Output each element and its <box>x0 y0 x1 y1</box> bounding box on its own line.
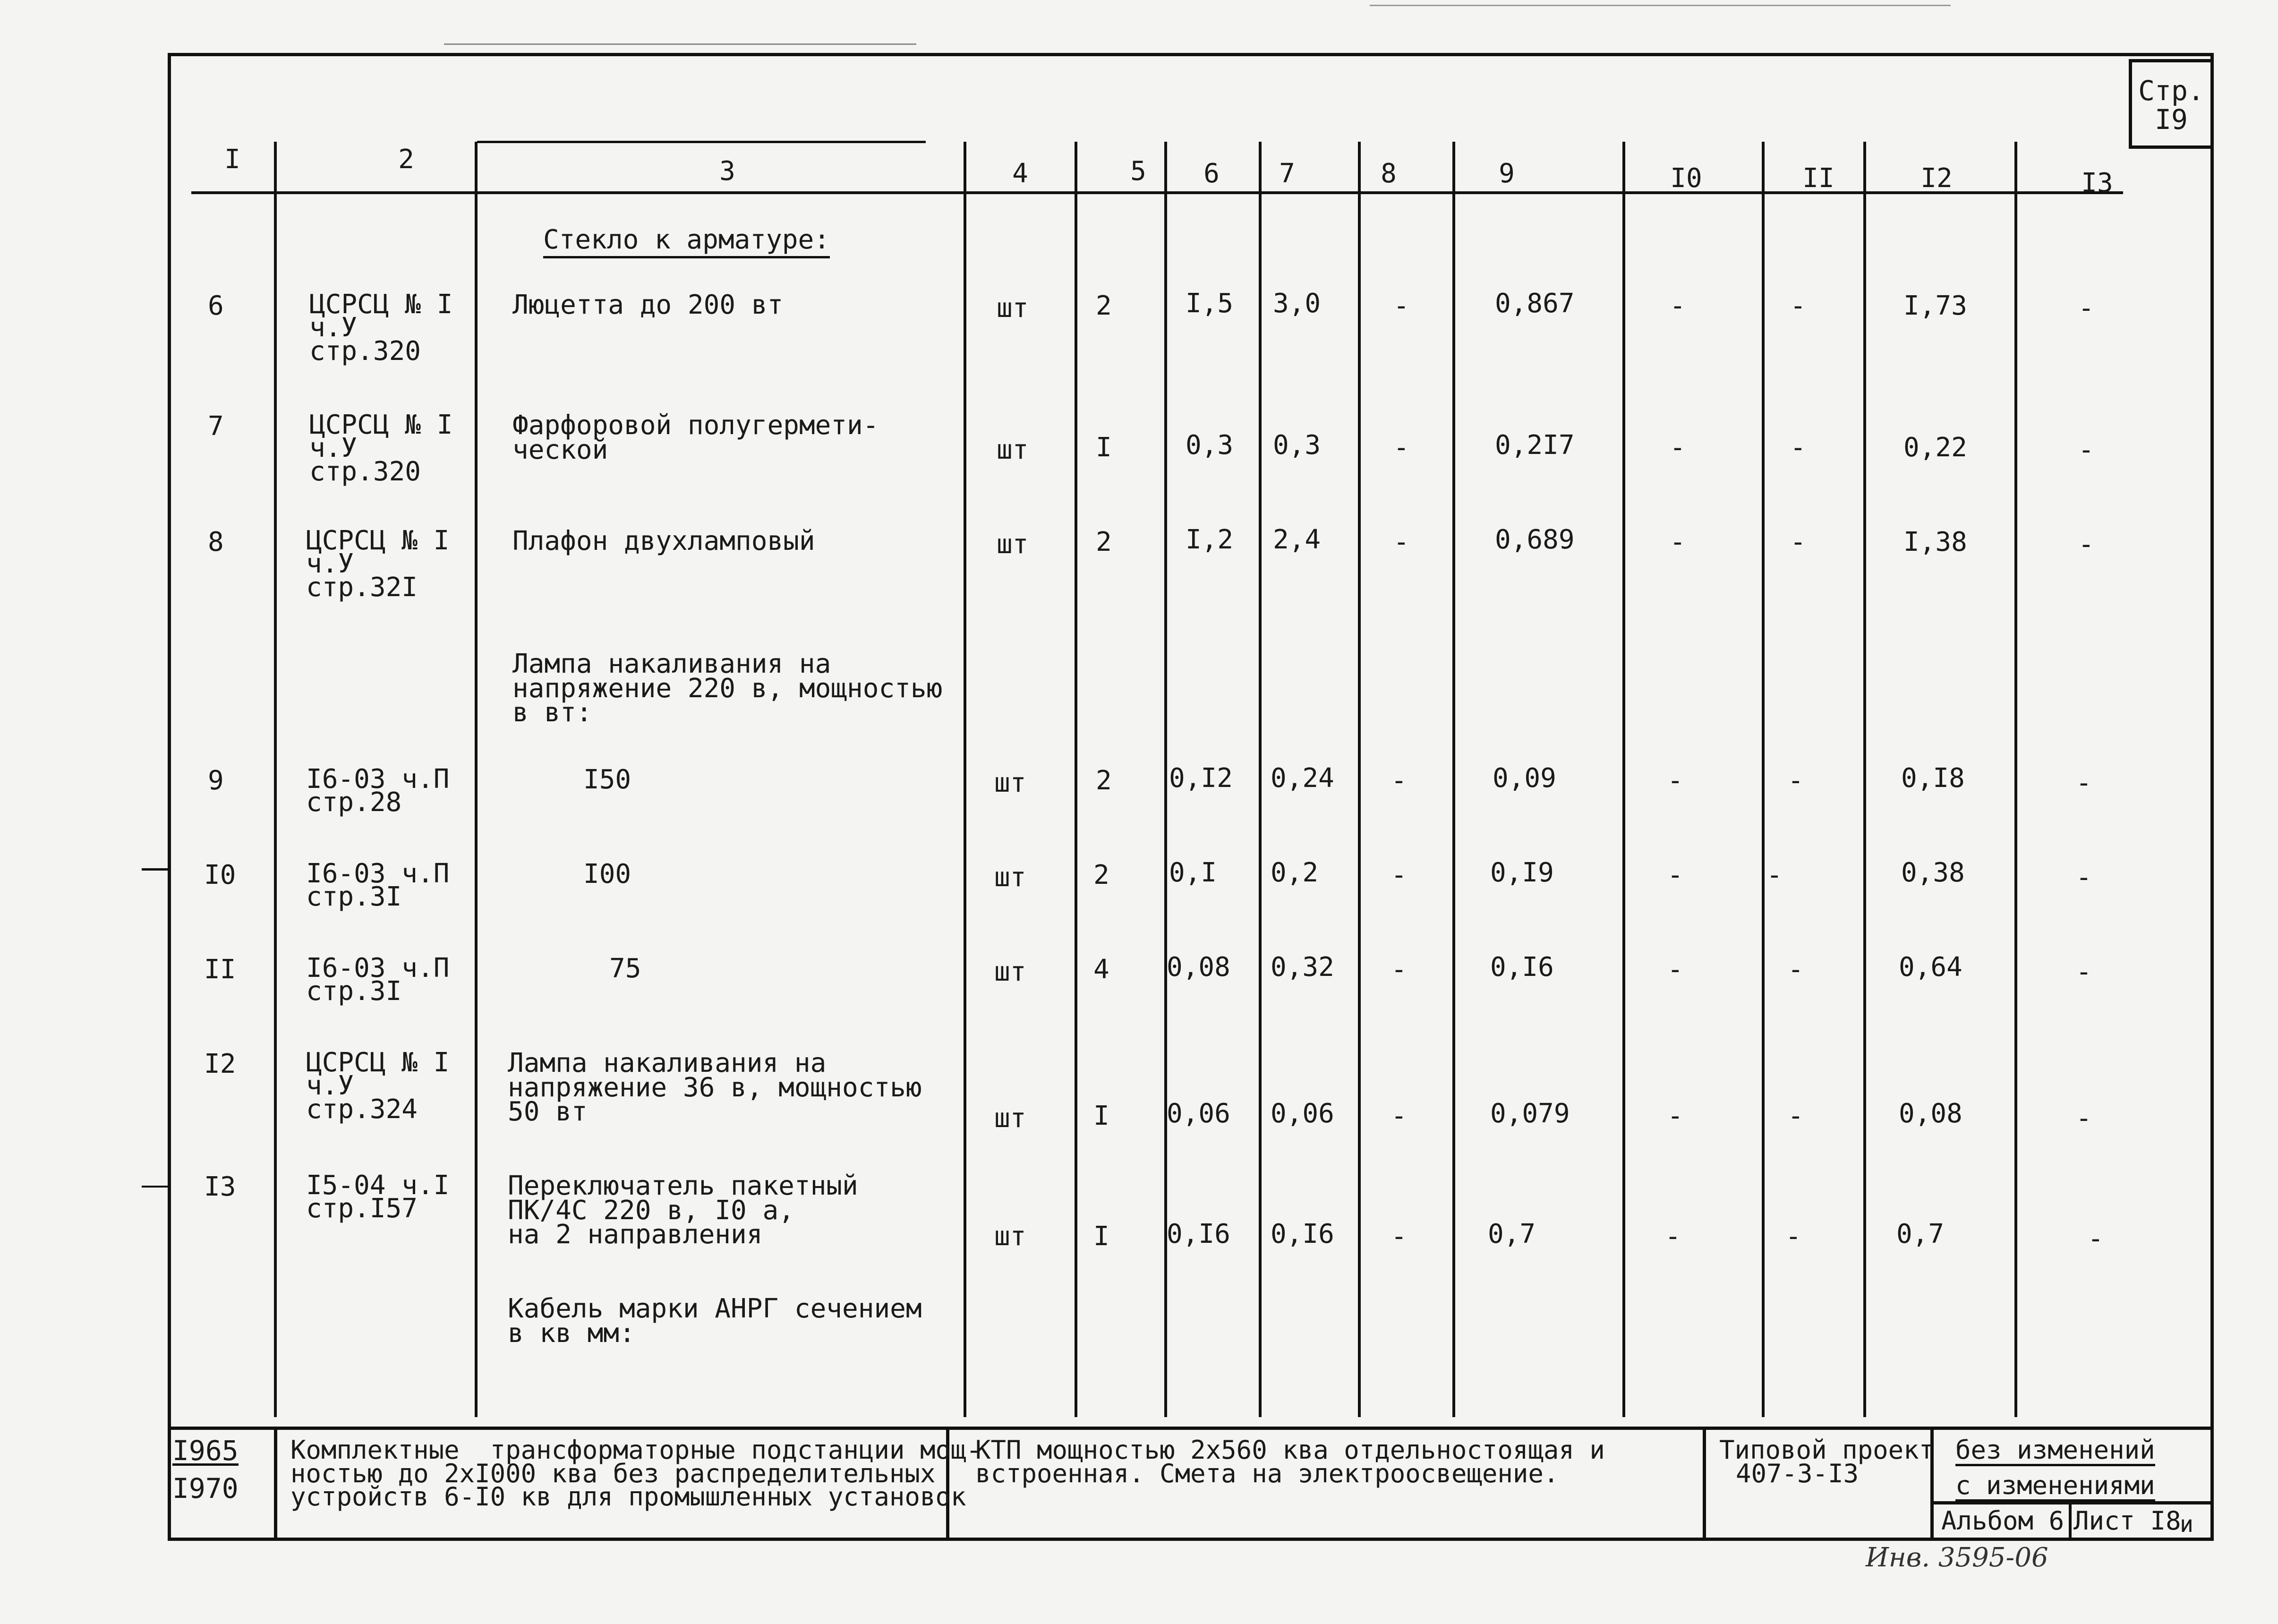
row-col13: - <box>2078 435 2094 465</box>
row-col6: 0,I <box>1169 857 1217 888</box>
col-header: 7 <box>1279 158 1295 189</box>
col-header: 8 <box>1381 158 1397 189</box>
row-unit: шт <box>994 1221 1026 1252</box>
row-col6: 0,06 <box>1167 1098 1230 1129</box>
year-from: I965 <box>172 1435 239 1467</box>
row-col11: - <box>1788 1101 1804 1131</box>
row-col11: - <box>1790 291 1806 321</box>
cable-heading: Кабель марки АНРГ сечением в кв мм: <box>508 1293 922 1349</box>
row-col11: - <box>1766 860 1783 890</box>
row-col7: 0,24 <box>1271 763 1334 794</box>
year-to: I970 <box>172 1472 239 1504</box>
row-col10: - <box>1670 432 1686 463</box>
row-col10: - <box>1667 1101 1683 1131</box>
footer-rule <box>1930 1501 2214 1504</box>
col-line <box>964 142 966 1417</box>
row-qty: 2 <box>1096 291 1112 321</box>
footer-line <box>1703 1427 1706 1541</box>
row-description: I50 <box>583 764 631 795</box>
row-col9: 0,I9 <box>1490 857 1554 888</box>
scan-artifact-line <box>444 43 916 45</box>
col-line <box>274 142 277 1417</box>
row-reference: ЦСРСЦ № I ч.У стр.32I <box>306 525 450 603</box>
project-title: Комплектные трансформаторные подстанции мощ- ностью до 2хI000 ква без распределительных устройств 6-I0 кв для промышленных установок <box>290 1435 981 1512</box>
row-col12: 0,7 <box>1896 1219 1945 1249</box>
col-header: 9 <box>1499 158 1515 189</box>
row-col9: 0,I6 <box>1490 952 1554 983</box>
row-col10: - <box>1670 291 1686 321</box>
row-col11: - <box>1788 954 1804 985</box>
row-col7: 0,3 <box>1273 430 1321 461</box>
handwritten-inventory-number: Инв. 3595-06 <box>1866 1542 2048 1573</box>
row-qty: I <box>1093 1221 1109 1252</box>
row-col12: 0,22 <box>1903 432 1967 463</box>
no-changes-label: без изменений <box>1955 1438 2155 1466</box>
row-col12: 0,38 <box>1901 857 1965 888</box>
row-number: II <box>204 954 236 985</box>
row-col10: - <box>1667 954 1683 985</box>
col-header: II <box>1802 163 1834 194</box>
row-col9: 0,7 <box>1488 1219 1536 1249</box>
row-reference: I6-03 ч.П стр.3I <box>306 858 450 913</box>
row-number: 6 <box>208 291 224 321</box>
row-col8: - <box>1391 954 1407 985</box>
margin-tick <box>142 1186 168 1188</box>
row-qty: 4 <box>1093 954 1109 985</box>
row-reference: ЦСРСЦ № I ч.У стр.320 <box>309 289 453 367</box>
row-col6: I,2 <box>1186 524 1234 555</box>
row-col7: 0,2 <box>1271 857 1319 888</box>
row-unit: шт <box>997 435 1029 465</box>
row-col10: - <box>1667 765 1683 796</box>
row-unit: шт <box>994 1103 1026 1134</box>
row-col11: - <box>1785 1221 1801 1252</box>
col-header: 6 <box>1203 158 1220 189</box>
row-col8: - <box>1391 1101 1407 1131</box>
col-line <box>1452 142 1455 1417</box>
header-top-rule <box>477 141 926 143</box>
row-col9: 0,867 <box>1495 288 1575 319</box>
row-reference: ЦСРСЦ № I ч.У стр.324 <box>306 1047 450 1125</box>
row-reference: I6-03 ч.П стр.3I <box>306 953 450 1007</box>
row-unit: шт <box>997 529 1029 560</box>
row-qty: 2 <box>1093 860 1109 890</box>
col-header: I2 <box>1920 163 1953 194</box>
col-header: I <box>224 144 240 175</box>
row-col10: - <box>1670 527 1686 557</box>
row-number: 7 <box>208 411 224 442</box>
row-col13: - <box>2076 957 2092 987</box>
section-heading: Стекло к арматуре: <box>543 227 830 258</box>
page-number: I9 <box>2155 103 2188 136</box>
row-col7: 0,I6 <box>1271 1219 1334 1249</box>
col-header: I0 <box>1670 163 1702 194</box>
row-reference: I5-04 ч.I стр.I57 <box>306 1170 450 1224</box>
row-description: Переключатель пакетный ПК/4С 220 в, I0 а, на 2 направления <box>508 1171 858 1250</box>
col-header: 4 <box>1012 158 1028 189</box>
row-col12: 0,I8 <box>1901 763 1965 794</box>
scan-artifact-line <box>1370 5 1951 6</box>
row-col9: 0,2I7 <box>1495 430 1575 461</box>
row-number: 8 <box>208 527 224 557</box>
lamp-heading: Лампа накаливания на напряжение 220 в, мощностью в вт: <box>512 649 943 728</box>
row-col12: I,73 <box>1903 291 1967 321</box>
footer-top-rule <box>168 1427 2214 1430</box>
row-unit: шт <box>997 293 1029 324</box>
row-number: I0 <box>204 860 236 890</box>
row-description: 75 <box>609 953 641 984</box>
row-col10: - <box>1667 860 1683 890</box>
row-col7: 0,06 <box>1271 1098 1334 1129</box>
row-col10: - <box>1665 1221 1681 1252</box>
row-col7: 2,4 <box>1273 524 1321 555</box>
row-col7: 3,0 <box>1273 288 1321 319</box>
page-label: Стр. <box>2138 75 2204 107</box>
margin-tick <box>142 868 168 871</box>
row-col6: 0,I2 <box>1169 763 1233 794</box>
row-col13: - <box>2088 1223 2104 1254</box>
row-col8: - <box>1393 527 1409 557</box>
col-line <box>2014 142 2017 1417</box>
row-description: Фарфоровой полугермети- ческой <box>512 410 879 465</box>
row-col8: - <box>1391 860 1407 890</box>
row-col11: - <box>1790 527 1806 557</box>
col-line <box>1075 142 1077 1417</box>
col-line <box>1863 142 1866 1417</box>
row-unit: шт <box>994 768 1026 798</box>
row-qty: I <box>1096 432 1112 463</box>
row-reference: I6-03 ч.П стр.28 <box>306 764 450 818</box>
col-header: 5 <box>1130 156 1146 187</box>
row-col13: - <box>2078 293 2094 324</box>
row-col6: 0,3 <box>1186 430 1234 461</box>
row-col13: - <box>2076 768 2092 798</box>
row-qty: 2 <box>1096 527 1112 557</box>
row-col12: 0,08 <box>1899 1098 1962 1129</box>
project-number: 407-3-I3 <box>1736 1459 1859 1488</box>
with-changes-label: с изменениями <box>1955 1474 2155 1502</box>
page-number-box <box>2129 59 2214 149</box>
row-unit: шт <box>994 957 1026 987</box>
row-col6: 0,I6 <box>1167 1219 1230 1249</box>
row-col13: - <box>2078 529 2094 560</box>
row-col13: - <box>2076 862 2092 893</box>
row-col8: - <box>1393 291 1409 321</box>
col-header: I3 <box>2081 168 2113 198</box>
row-col9: 0,689 <box>1495 524 1575 555</box>
row-number: I3 <box>204 1171 236 1202</box>
footer-line <box>274 1427 277 1541</box>
footer-line <box>2069 1501 2072 1541</box>
row-col12: 0,64 <box>1899 952 1962 983</box>
col-line <box>1259 142 1262 1417</box>
sheet-label: Лист I8 <box>2073 1506 2181 1536</box>
row-description: Плафон двухламповый <box>512 526 815 556</box>
album-label: Альбом 6 <box>1941 1506 2065 1536</box>
col-header: 3 <box>719 156 735 187</box>
row-col6: 0,08 <box>1167 952 1230 983</box>
row-col8: - <box>1391 765 1407 796</box>
row-reference: ЦСРСЦ № I ч.У стр.320 <box>309 410 453 487</box>
row-col7: 0,32 <box>1271 952 1334 983</box>
row-number: I2 <box>204 1049 236 1079</box>
row-col12: I,38 <box>1903 527 1967 557</box>
col-header: 2 <box>398 144 414 175</box>
col-line <box>1622 142 1625 1417</box>
row-description: I00 <box>583 859 631 889</box>
row-col11: - <box>1788 765 1804 796</box>
row-number: 9 <box>208 765 224 796</box>
col-line <box>1358 142 1361 1417</box>
row-qty: I <box>1093 1101 1109 1131</box>
row-unit: шт <box>994 862 1026 893</box>
row-col9: 0,09 <box>1493 763 1556 794</box>
row-col11: - <box>1790 432 1806 463</box>
row-col6: I,5 <box>1186 288 1234 319</box>
col-line <box>1762 142 1765 1417</box>
row-qty: 2 <box>1096 765 1112 796</box>
row-col8: - <box>1393 432 1409 463</box>
col-line <box>475 142 478 1417</box>
row-col8: - <box>1391 1221 1407 1252</box>
document-subject: КТП мощностью 2х560 ква отдельностоящая и встроенная. Смета на электроосвещение. <box>975 1435 1605 1488</box>
row-description: Люцетта до 200 вт <box>512 290 784 320</box>
project-label: Типовой проект <box>1719 1435 1935 1465</box>
row-col13: - <box>2076 1103 2092 1134</box>
row-description: Лампа накаливания на напряжение 36 в, мощностью 50 вт <box>508 1048 922 1128</box>
sheet-suffix: и <box>2180 1511 2193 1538</box>
row-col9: 0,079 <box>1490 1098 1570 1129</box>
